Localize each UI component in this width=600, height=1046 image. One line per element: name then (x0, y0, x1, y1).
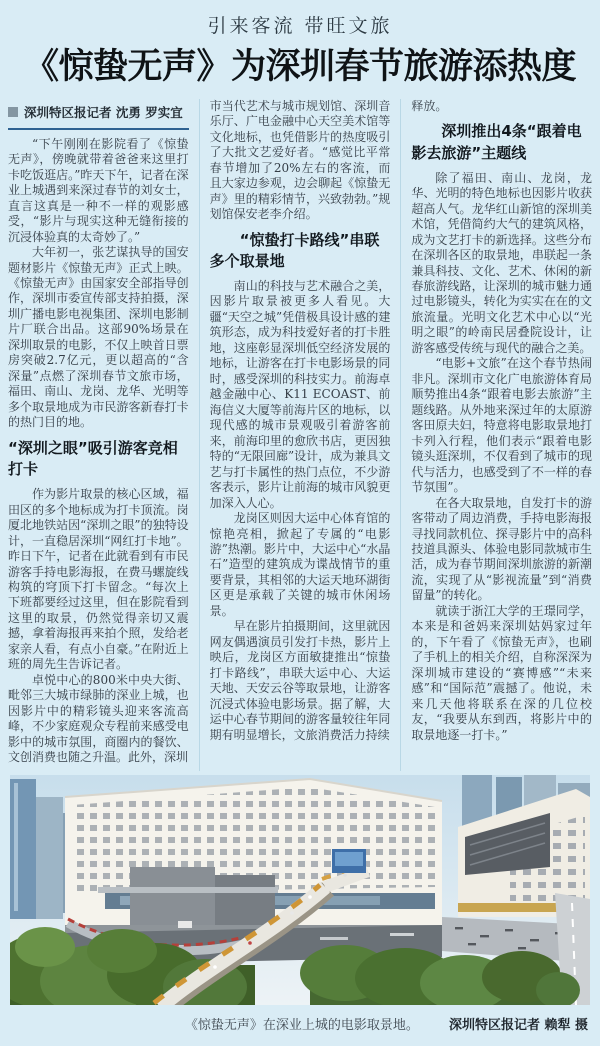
aerial-photo-upper-hills (10, 775, 590, 1005)
kicker-headline: 引来客流 带旺文旅 (207, 15, 393, 37)
byline-marker-icon (8, 107, 18, 117)
column-1 (8, 99, 199, 771)
article-paragraph: 就读于浙江大学的王璟同学，本来是和爸妈来深圳姑妈家过年的，下午看了《惊蛰无声》，也刷了手机上的相关介绍，自称深深为深圳城市建设的“赛博感”“未来感”和“国际范”震撼了。他说，未来几天他将联系在深的几位校友，“我要从东到西，将影片中的取景地逐一打卡。” (411, 603, 592, 742)
photo-caption (0, 1014, 600, 1033)
section-subhead: 深圳推出4条“跟着电影去旅游”主题线 (411, 122, 582, 162)
article-paragraph: “电影+文旅”在这个春节热闹非凡。深圳市文化广电旅游体育局顺势推出4条“跟着电影去旅游”主题线路。从外地来深过年的太原游客田原夫妇，特意将电影取景地打卡列入行程，他们表示“跟着电影镜头逛深圳，不仅看到了城市的现代与活力，也感受到了不一样的春节氛围”。 (411, 356, 592, 495)
caption-credit: 深圳特区报记者 赖犁 摄 (448, 1017, 588, 1033)
byline-text: 深圳特区报记者 沈勇 罗实宜 (24, 104, 183, 120)
section-subhead: “深圳之眼”吸引游客竞相打卡 (8, 438, 178, 479)
article-paragraph: 南山的科技与艺术融合之美，因影片取景被更多人看见。大疆“天空之城”凭借极具设计感的建筑形态，成为科技爱好者的打卡胜地，这座彰显深圳低空经济发展的地标，让游客在打卡电影场景的同时，感受深圳的科技实力。前海卓越金融中心、K11 ECOAST、前海信义大厦等前海片区的地标，以现代感的城市景观吸引着游客前来，前海印里的愈欣书店，更因独特的“无限回廊”设计，成为兼具文艺与打卡属性的热门点位，不少游客表示，影片让前海的城市风貌更加深入人心。 (209, 279, 391, 510)
column-2 (199, 99, 401, 771)
article-paragraph-continued: 市当代艺术与城市规划馆、深圳音乐厅、广电金融中心天空美术馆等文化地标，也凭借影片的热度吸引了大批文艺爱好者。“感觉比平常春节增加了20%左右的客流，而且大家边参观，边会聊起《惊蛰无声》里的精彩情节，兴致勃勃。”规划馆保安老李介绍。 (209, 98, 391, 222)
article-paragraph: 在各大取景地，自发打卡的游客带动了周边消费，手持电影海报寻找同款机位、探寻影片中的高科技道具源头、体验电影同款城市生活，成为春节期间深圳旅游的新潮流，实现了从“影视流量”到“消费留量”的转化。 (411, 495, 592, 603)
article-header (0, 0, 600, 89)
article-photo (10, 775, 590, 1005)
article-paragraph: 早在影片拍摄期间，这里就因网友偶遇演员引发打卡热，影片上映后，龙岗区方面敏捷推出“惊蛰打卡路线”，串联大运中心、大运天地、天安云谷等取景地，让游客沉浸式体验电影场景。据了解，大运中心春节期间的游客量较往年同期有明显增长，文旅消费活力持续 (209, 619, 391, 742)
article-paragraph-continued: 释放。 (411, 98, 448, 113)
caption-text: 《惊蛰无声》在深业上城的电影取景地。 (184, 1017, 419, 1033)
section-subhead: “惊蛰打卡路线”串联多个取景地 (209, 230, 380, 271)
column-3 (400, 99, 592, 771)
article-paragraph: 作为影片取景的核心区域，福田区的多个地标成为打卡顶流。岗厦北地铁站因“深圳之眼”的独特设计，一直稳居深圳“网红打卡地”。昨日下午，记者在此就看到有市民游客手持电影海报，在费马螺旋线构筑的穹顶下打卡留念。“每次上下班都要经过这里，但在影院看到这里的取景，仍然觉得亲切又震撼，拿着海报再来拍个照，发给老家亲人看，有点小自豪。”在附近上班的周先生告诉记者。 (8, 487, 189, 672)
article-paragraph: 除了福田、南山、龙岗，龙华、光明的特色地标也因影片收获超高人气。龙华红山新馆的深圳美术馆，凭借简约大气的建筑风格，成为文艺打卡的新选择。这些分布在深圳各区的取景地，串联起一条兼具科技、文化、艺术、休闲的新春旅游线路，让深圳的城市魅力通过电影镜头，转化为实实在在的文旅流量。光明文化艺术中心以“光明之眼”的岭南民居叠院设计，让游客感受传统与现代的融合之美。 (411, 170, 592, 355)
article-paragraph: “下午刚刚在影院看了《惊蛰无声》，傍晚就带着爸爸来这里打卡吃饭逛店。”昨天下午，记者在深业上城遇到来深过春节的刘女士，直言这真是一种不一样的观影感受，“影片与现实这种无缝衔接的沉浸体验真的太奇妙了。” (8, 136, 189, 244)
article-paragraph: 卓悦中心的800米中央大街、毗邻三大城市绿肺的深业上城，也因影片中的精彩镜头迎来客流高峰，不少家庭观众专程前来感受电影中的城市氛围，商圈内的餐饮、文创消费也随之升温。此外，深圳 (8, 672, 189, 765)
article-paragraph: 龙岗区则因大运中心体育馆的惊艳亮相，掀起了专属的“电影游”热潮。影片中，大运中心“水晶石”造型的建筑成为谍战情节的重要背景，其相邻的大运天地环湖街区更是承载了关键的城市休闲场景。 (209, 511, 391, 618)
article-body (8, 99, 592, 771)
byline (8, 99, 189, 130)
page-title: 《惊蛰无声》为深圳春节旅游添热度 (23, 47, 576, 86)
article-paragraph: 大年初一，张艺谋执导的国安题材影片《惊蛰无声》正式上映。《惊蛰无声》由国家安全部指导创作，深圳市委宣传部支持拍摄，深圳广播电影电视集团、深圳电影制片厂联合出品。这部90%场景在深圳取景的电影，不仅上映首日票房突破2.7亿元，更以超高的“含深量”点燃了深圳春节文旅市场，福田、南山、龙岗、龙华、光明等多个取景地成为市民游客新春打卡的热门目的地。 (8, 245, 189, 430)
